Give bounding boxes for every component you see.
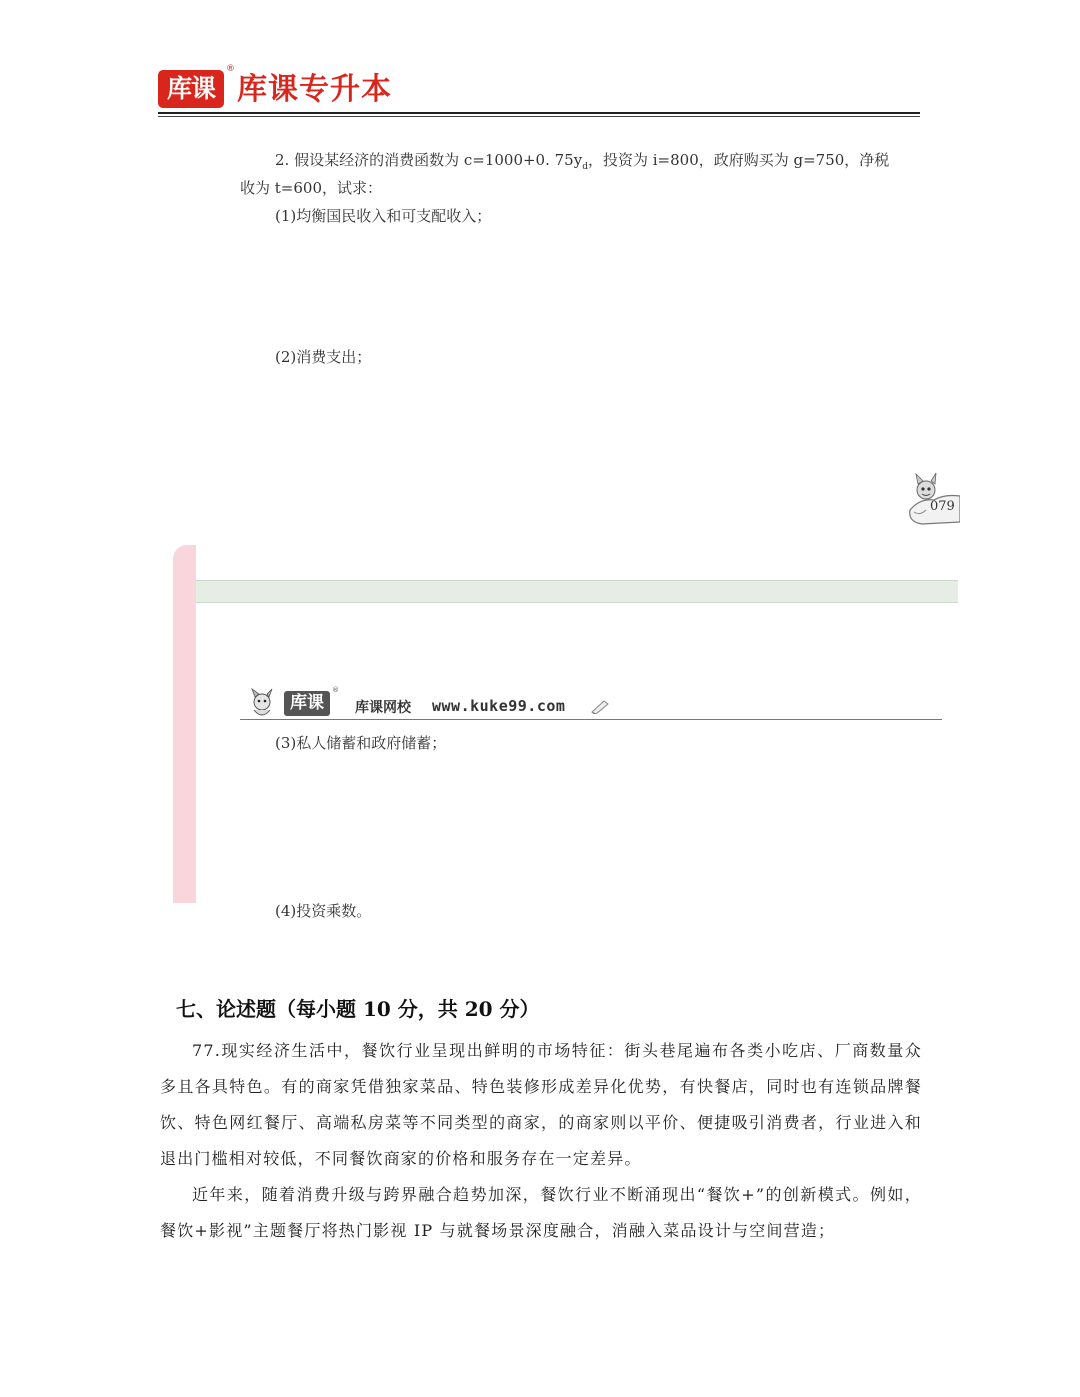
pencil-icon xyxy=(590,698,610,714)
question-part-3: (3)私人储蓄和政府储蓄； xyxy=(275,734,447,752)
brand-title: 库课专升本 xyxy=(237,72,392,107)
header-rule-thin xyxy=(158,116,920,117)
question-part-4: (4)投资乘数。 xyxy=(275,902,372,920)
question-stem-line1: 2. 假设某经济的消费函数为 c=1000+0. $75y_d$，投资为 i=800，政府购买为 g=750，净税 xyxy=(275,151,890,172)
essay-paragraph-2: 近年来，随着消费升级与跨界融合趋势加深，餐饮行业不断涌现出“餐饮+”的创新模式。例如，餐饮+影视”主题餐厅将热门影视 IP 与就餐场景深度融合，消融入菜品设计与空间营造； xyxy=(160,1185,922,1240)
page-divider-band xyxy=(196,580,958,603)
header-rule-thick xyxy=(158,112,920,114)
mascot-icon xyxy=(246,688,278,720)
page-number: 079 xyxy=(930,499,955,514)
page-edge-strip xyxy=(173,545,196,903)
kuke-logo: 库课 xyxy=(158,70,224,108)
school-name: 库课网校 xyxy=(355,700,411,716)
question-stem-line2: 收为 t=600，试求： xyxy=(240,179,382,197)
essay-paragraph-1: 77.现实经济生活中，餐饮行业呈现出鲜明的市场特征：街头巷尾遍布各类小吃店、厂商数量众多且各具特色。有的商家凭借独家菜品、特色装修形成差异化优势，有快餐店，同时也有连锁品牌餐饮、特色网红餐厅、高端私房菜等不同类型的商家，的商家则以平价、便捷吸引消费者，行业进入和退出门槛相对较低，不同餐饮商家的价格和服务存在一定差异。 xyxy=(160,1041,922,1168)
website-url: www.kuke99.com xyxy=(432,697,566,715)
question-part-1: (1)均衡国民收入和可支配收入； xyxy=(275,207,492,225)
question-part-2: (2)消费支出； xyxy=(275,348,372,366)
registered-mark-small: ® xyxy=(332,686,339,694)
section-title: 七、论述题（每小题 10 分，共 20 分） xyxy=(176,997,540,1021)
second-header-rule xyxy=(240,719,942,720)
kuke-logo-small: 库课 xyxy=(284,691,330,716)
registered-mark: ® xyxy=(226,64,235,74)
